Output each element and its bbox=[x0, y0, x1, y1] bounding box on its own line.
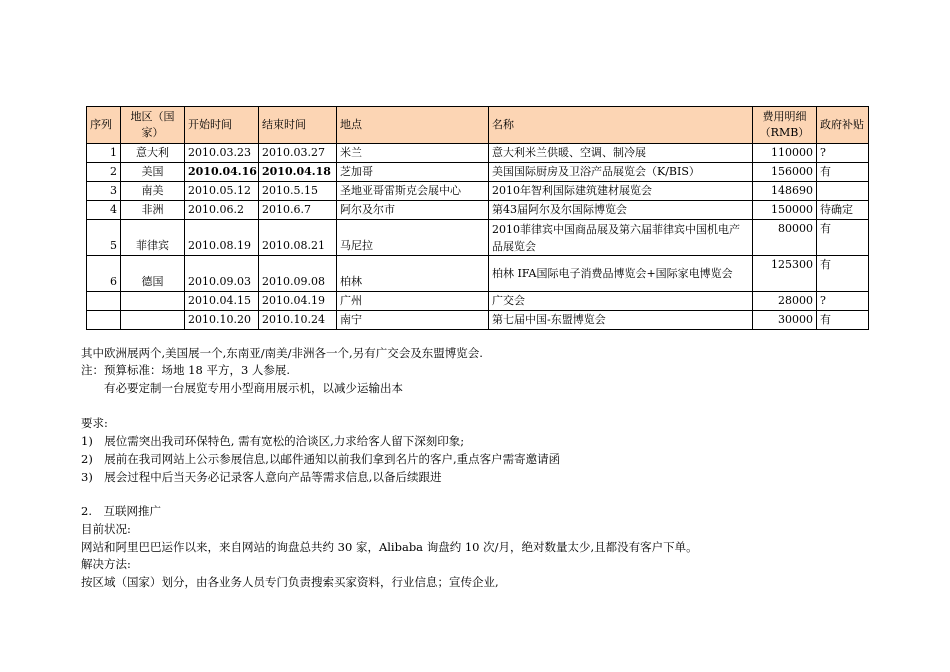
solution-paragraph: 按区域（国家）划分，由各业务人员专门负责搜索买家资料，行业信息；宣传企业, bbox=[81, 575, 499, 589]
cell-cost: 28000 bbox=[753, 292, 817, 311]
cell-cost: 156000 bbox=[753, 163, 817, 182]
cell-start: 2010.10.20 bbox=[185, 311, 259, 330]
cell-seq: 1 bbox=[87, 144, 121, 163]
table-row bbox=[87, 292, 869, 311]
header-seq: 序列 bbox=[87, 107, 121, 144]
cell-cost: 125300 bbox=[753, 256, 817, 292]
header-end-date: 结束时间 bbox=[259, 107, 337, 144]
cell-start: 2010.08.19 bbox=[185, 220, 259, 256]
cell-name: 第七届中国-东盟博览会 bbox=[489, 311, 753, 330]
cell-seq bbox=[87, 311, 121, 330]
cell-cost: 30000 bbox=[753, 311, 817, 330]
cell-seq: 5 bbox=[87, 220, 121, 256]
requirement-item: 1) 展位需突出我司环保特色, 需有宽松的洽谈区,力求给客人留下深刻印象; bbox=[81, 434, 465, 448]
cell-cost: 110000 bbox=[753, 144, 817, 163]
cell-place: 南宁 bbox=[337, 311, 489, 330]
header-subsidy: 政府补贴 bbox=[817, 107, 869, 144]
cell-seq: 6 bbox=[87, 256, 121, 292]
header-place: 地点 bbox=[337, 107, 489, 144]
cell-seq: 4 bbox=[87, 201, 121, 220]
cell-start: 2010.04.15 bbox=[185, 292, 259, 311]
cell-name: 2010年智利国际建筑建材展览会 bbox=[489, 182, 753, 201]
cell-start: 2010.03.23 bbox=[185, 144, 259, 163]
cell-start: 2010.04.16 bbox=[185, 163, 259, 182]
header-name: 名称 bbox=[489, 107, 753, 144]
cell-name: 第43届阿尔及尔国际博览会 bbox=[489, 201, 753, 220]
requirements-heading: 要求: bbox=[81, 416, 108, 430]
cell-place: 马尼拉 bbox=[337, 220, 489, 256]
cell-end: 2010.10.24 bbox=[259, 311, 337, 330]
cell-region: 德国 bbox=[121, 256, 185, 292]
cell-end: 2010.04.18 bbox=[259, 163, 337, 182]
cell-end: 2010.08.21 bbox=[259, 220, 337, 256]
cell-place: 柏林 bbox=[337, 256, 489, 292]
cell-subsidy: 有 bbox=[817, 256, 869, 292]
cell-subsidy: 有 bbox=[817, 220, 869, 256]
cell-end: 2010.5.15 bbox=[259, 182, 337, 201]
header-region: 地区（国家） bbox=[121, 107, 185, 144]
table-row bbox=[87, 182, 869, 201]
cell-subsidy: 有 bbox=[817, 163, 869, 182]
table-row bbox=[87, 144, 869, 163]
cell-cost: 80000 bbox=[753, 220, 817, 256]
cell-seq: 2 bbox=[87, 163, 121, 182]
cell-name: 广交会 bbox=[489, 292, 753, 311]
cell-region: 美国 bbox=[121, 163, 185, 182]
table-row bbox=[87, 256, 869, 292]
cell-place: 芝加哥 bbox=[337, 163, 489, 182]
table-row bbox=[87, 311, 869, 330]
cell-region: 意大利 bbox=[121, 144, 185, 163]
table-row bbox=[87, 201, 869, 220]
cell-name: 2010菲律宾中国商品展及第六届菲律宾中国机电产品展览会 bbox=[489, 220, 753, 256]
header-cost: 费用明细（RMB） bbox=[753, 107, 817, 144]
cell-name: 柏林 IFA国际电子消费品博览会+国际家电博览会 bbox=[489, 256, 753, 292]
cell-region bbox=[121, 292, 185, 311]
cell-subsidy bbox=[817, 182, 869, 201]
solution-heading: 解决方法: bbox=[81, 557, 131, 571]
section-heading-internet-promotion: 2. 互联网推广 bbox=[81, 504, 161, 518]
cell-seq: 3 bbox=[87, 182, 121, 201]
cell-start: 2010.06.2 bbox=[185, 201, 259, 220]
cell-end: 2010.03.27 bbox=[259, 144, 337, 163]
table-row bbox=[87, 163, 869, 182]
cell-place: 广州 bbox=[337, 292, 489, 311]
table-row bbox=[87, 220, 869, 256]
budget-note: 注：预算标准：场地 18 平方，3 人参展. bbox=[81, 363, 291, 377]
cell-seq bbox=[87, 292, 121, 311]
cell-region: 南美 bbox=[121, 182, 185, 201]
summary-paragraph: 其中欧洲展两个,美国展一个,东南亚/南美/非洲各一个,另有广交会及东盟博览会. bbox=[81, 346, 483, 360]
cell-end: 2010.09.08 bbox=[259, 256, 337, 292]
cell-subsidy: ? bbox=[817, 292, 869, 311]
cell-subsidy: ? bbox=[817, 144, 869, 163]
cell-place: 阿尔及尔市 bbox=[337, 201, 489, 220]
cell-name: 意大利米兰供暖、空调、制冷展 bbox=[489, 144, 753, 163]
cell-region bbox=[121, 311, 185, 330]
cell-subsidy: 待确定 bbox=[817, 201, 869, 220]
table-header-row bbox=[87, 107, 869, 144]
cell-region: 非洲 bbox=[121, 201, 185, 220]
header-start-date: 开始时间 bbox=[185, 107, 259, 144]
cell-name: 美国国际厨房及卫浴产品展览会（K/BIS） bbox=[489, 163, 753, 182]
cell-end: 2010.6.7 bbox=[259, 201, 337, 220]
cell-end: 2010.04.19 bbox=[259, 292, 337, 311]
cell-start: 2010.09.03 bbox=[185, 256, 259, 292]
cell-subsidy: 有 bbox=[817, 311, 869, 330]
exhibition-schedule-table bbox=[86, 106, 869, 330]
current-status-paragraph: 网站和阿里巴巴运作以来，来自网站的询盘总共约 30 家，Alibaba 询盘约 10 次/月，绝对数量太少,且都没有客户下单。 bbox=[81, 540, 698, 554]
requirement-item: 3) 展会过程中后当天务必记录客人意向产品等需求信息,以备后续跟进 bbox=[81, 470, 442, 484]
cell-cost: 148690 bbox=[753, 182, 817, 201]
cell-region: 菲律宾 bbox=[121, 220, 185, 256]
display-machine-note: 有必要定制一台展览专用小型商用展示机，以减少运输出本 bbox=[104, 381, 403, 395]
cell-cost: 150000 bbox=[753, 201, 817, 220]
current-status-heading: 目前状况: bbox=[81, 522, 131, 536]
requirement-item: 2) 展前在我司网站上公示参展信息,以邮件通知以前我们拿到名片的客户,重点客户需寄邀请函 bbox=[81, 452, 561, 466]
cell-start: 2010.05.12 bbox=[185, 182, 259, 201]
cell-place: 米兰 bbox=[337, 144, 489, 163]
cell-place: 圣地亚哥雷斯克会展中心 bbox=[337, 182, 489, 201]
